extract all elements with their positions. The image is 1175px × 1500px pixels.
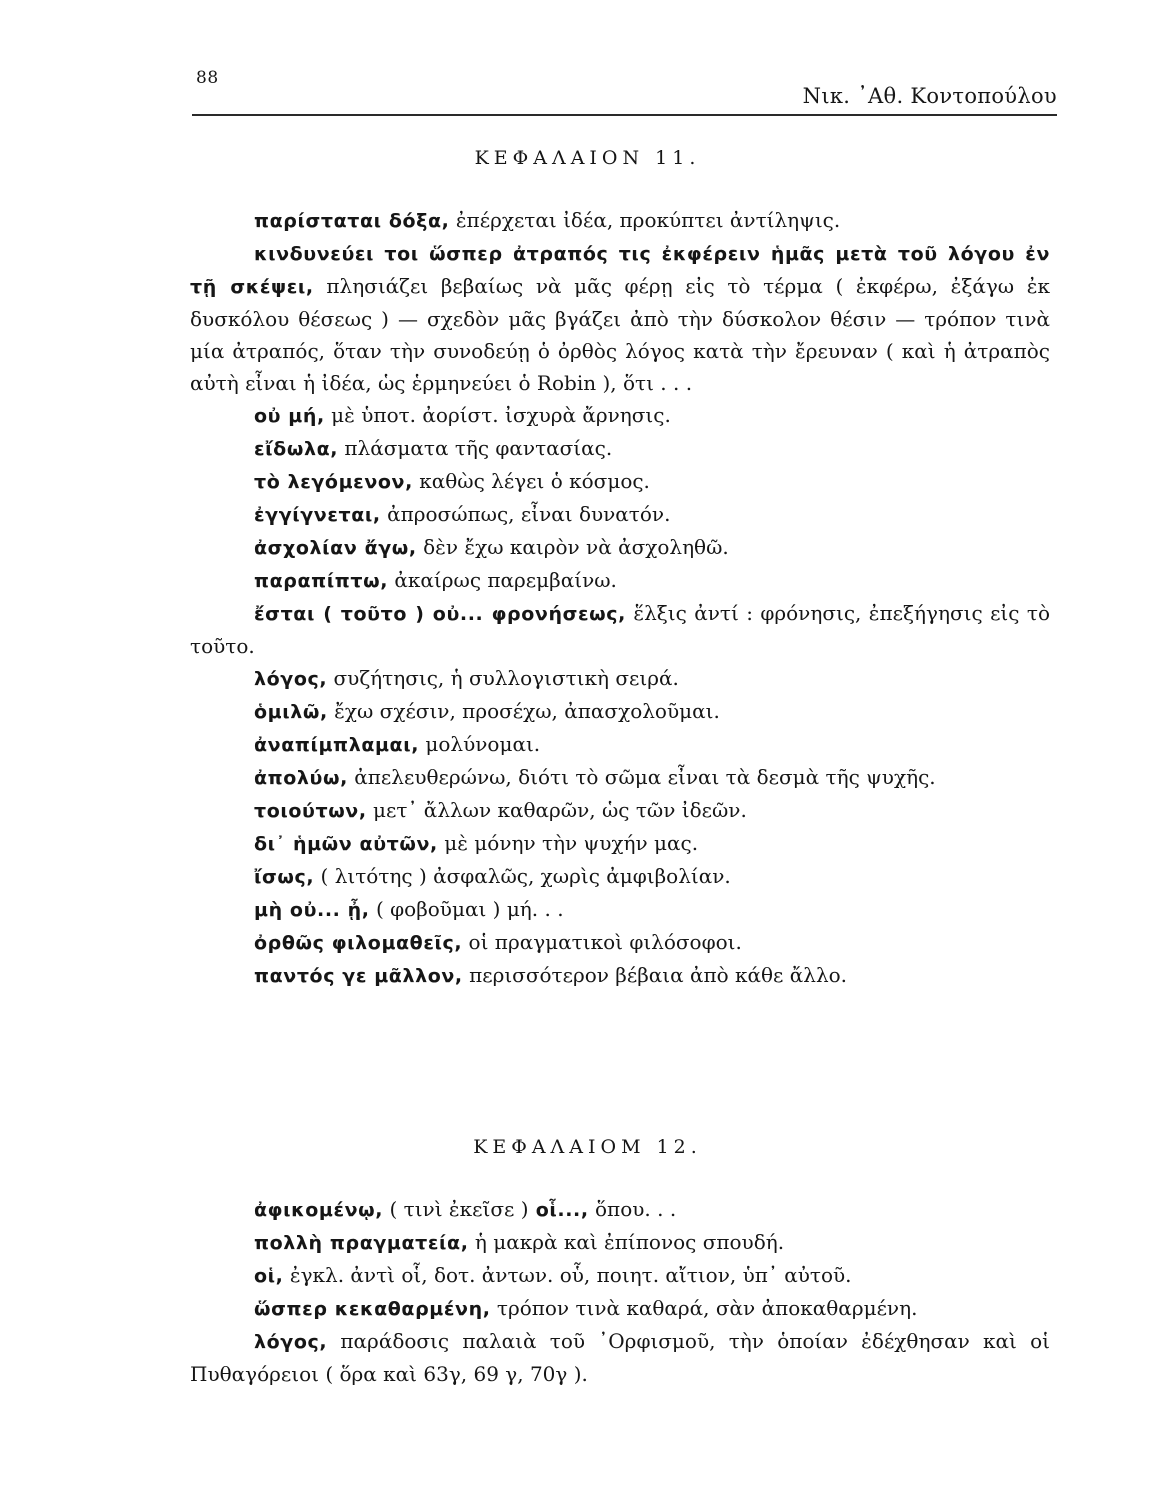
entry-lemma: παρίσταται δόξα, xyxy=(254,210,450,232)
entry-gloss: καθὼς λέγει ὁ κόσμος. xyxy=(412,469,650,493)
entry-lemma: οἷ..., xyxy=(528,1199,589,1221)
glossary-entry xyxy=(190,926,1050,959)
entry-gloss: οἱ πραγματικοὶ φιλόσοφοι. xyxy=(462,930,742,954)
entry-lemma: ἐγγίγνεται, xyxy=(254,504,381,526)
entry-gloss: ὅπου. . . xyxy=(588,1197,677,1221)
entry-lemma: οὐ μή, xyxy=(254,405,325,427)
glossary-entry xyxy=(190,597,1050,662)
glossary-entry xyxy=(190,662,1050,695)
glossary-entry xyxy=(190,1259,1050,1292)
entry-lemma: μὴ οὐ... ᾖ, xyxy=(254,899,370,921)
entry-gloss: ἐγκλ. ἀντὶ οἷ, δοτ. ἀντων. οὗ, ποιητ. αἴτιον, ὑπ᾽ αὐτοῦ. xyxy=(283,1263,852,1287)
entry-gloss: ἐπέρχεται ἰδέα, προκύπτει ἀντίληψις. xyxy=(449,208,841,232)
glossary-entry xyxy=(190,237,1050,399)
entry-lemma: λόγος, xyxy=(254,668,328,690)
entry-gloss: ( λιτότης ) ἀσφαλῶς, χωρὶς ἀμφιβολίαν. xyxy=(314,864,731,888)
entry-lemma: τὸ λεγόμενον, xyxy=(254,471,413,493)
glossary-entry xyxy=(190,1193,1050,1226)
entry-gloss: μολύνομαι. xyxy=(419,732,541,756)
entry-lemma: ὀρθῶς φιλομαθεῖς, xyxy=(254,932,463,954)
glossary-entry xyxy=(190,399,1050,432)
header-rule xyxy=(192,114,1057,116)
entry-gloss: μετ᾽ ἄλλων καθαρῶν, ὡς τῶν ἰδεῶν. xyxy=(366,798,747,822)
glossary-entry xyxy=(190,728,1050,761)
entry-gloss: παράδοσις παλαιὰ τοῦ ᾿Ορφισμοῦ, τὴν ὁποίαν ἐδέχθησαν καὶ οἱ Πυθαγόρειοι ( ὅρα καὶ 63γ, 69 γ, 70γ ). xyxy=(190,1329,1050,1386)
entry-lemma: ὁμιλῶ, xyxy=(254,701,328,723)
entry-gloss: μὲ μόνην τὴν ψυχήν μας. xyxy=(437,831,699,855)
entry-lemma: δι᾽ ἡμῶν αὐτῶν, xyxy=(254,833,438,855)
entry-gloss: μὲ ὑποτ. ἀορίστ. ἰσχυρὰ ἄρνησις. xyxy=(324,403,671,427)
entry-lemma: τοιούτων, xyxy=(254,800,367,822)
glossary-entry xyxy=(190,959,1050,992)
glossary-entry xyxy=(190,564,1050,597)
entry-lemma: λόγος, xyxy=(254,1331,328,1353)
glossary-entry xyxy=(190,465,1050,498)
running-title: Νικ. ᾿Αθ. Κοντοπούλου xyxy=(802,84,1057,108)
entry-lemma: ἀναπίμπλαμαι, xyxy=(254,734,420,756)
glossary-entry xyxy=(190,893,1050,926)
glossary-entry xyxy=(190,204,1050,237)
glossary-entry xyxy=(190,761,1050,794)
glossary-entry xyxy=(190,432,1050,465)
entry-lemma: πολλὴ πραγματεία, xyxy=(254,1232,469,1254)
chapter-12-title: ΚΕΦΑΛΑΙΟΜ 12. xyxy=(473,1136,702,1158)
entry-lemma: εἴδωλα, xyxy=(254,438,339,460)
entry-gloss: ἕλξις ἀντί : φρόνησις, ἐπεξήγησις εἰς τὸ τοῦτο. xyxy=(190,601,1050,658)
glossary-entry xyxy=(190,1292,1050,1325)
entry-gloss: ἀκαίρως παρεμβαίνω. xyxy=(388,568,617,592)
entry-gloss: περισσότερον βέβαια ἀπὸ κάθε ἄλλο. xyxy=(462,963,848,987)
entry-gloss: ( φοβοῦμαι ) μή. . . xyxy=(369,897,564,921)
entry-gloss: ἔχω σχέσιν, προσέχω, ἀπασχολοῦμαι. xyxy=(327,699,720,723)
glossary-entry xyxy=(190,695,1050,728)
glossary-entry xyxy=(190,1325,1050,1390)
entry-lemma: ἴσως, xyxy=(254,866,315,888)
entry-gloss: συζήτησις, ἡ συλλογιστικὴ σειρά. xyxy=(327,666,679,690)
entry-lemma: ἀφικομένῳ, xyxy=(254,1199,384,1221)
entry-lemma: παραπίπτω, xyxy=(254,570,389,592)
chapter-12-glossary xyxy=(190,1193,1050,1390)
chapter-11-title: ΚΕΦΑΛΑΙΟΝ 11. xyxy=(474,147,701,169)
entry-lemma: ὥσπερ κεκαθαρμένη, xyxy=(254,1298,491,1320)
entry-lemma: οἱ, xyxy=(254,1265,284,1287)
glossary-entry xyxy=(190,827,1050,860)
entry-lemma: ἀσχολίαν ἄγω, xyxy=(254,537,417,559)
entry-lemma: ἔσται ( τοῦτο ) οὐ... φρονήσεως, xyxy=(254,603,626,625)
entry-gloss: δὲν ἔχω καιρὸν νὰ ἀσχοληθῶ. xyxy=(416,535,729,559)
entry-lemma: ἀπολύω, xyxy=(254,767,348,789)
glossary-entry xyxy=(190,860,1050,893)
entry-gloss: πλάσματα τῆς φαντασίας. xyxy=(338,436,613,460)
entry-gloss: ( τινὶ ἐκεῖσε ) xyxy=(383,1197,529,1221)
page-number: 88 xyxy=(196,68,219,88)
entry-lemma: κινδυνεύει τοι ὥσπερ ἀτραπός τις ἐκφέρειν ἡμᾶς μετὰ τοῦ λόγου ἐν τῇ σκέψει, xyxy=(190,243,1050,298)
chapter-11-glossary xyxy=(190,204,1050,992)
entry-gloss: ἀπροσώπως, εἶναι δυνατόν. xyxy=(380,502,671,526)
entry-gloss: ἀπελευθερώνω, διότι τὸ σῶμα εἶναι τὰ δεσμὰ τῆς ψυχῆς. xyxy=(347,765,936,789)
entry-lemma: παντός γε μᾶλλον, xyxy=(254,965,463,987)
glossary-entry xyxy=(190,498,1050,531)
entry-gloss: πλησιάζει βεβαίως νὰ μᾶς φέρῃ εἰς τὸ τέρμα ( ἐκφέρω, ἐξάγω ἐκ δυσκόλου θέσεως ) — σχεδὸν μᾶς βγάζει ἀπὸ τὴν δύσκολον θέσιν — τρόπον τινὰ μία ἀτραπός, ὅταν τὴν συνοδεύῃ ὁ ὀρθὸς λόγος κατὰ τὴν ἔρευναν ( καὶ ἡ ἀτραπὸς αὐτὴ εἶναι ἡ ἰδέα, ὡς ἑρμηνεύει ὁ Robin ), ὅτι . . . xyxy=(190,274,1050,395)
entry-gloss: ἡ μακρὰ καὶ ἐπίπονος σπουδή. xyxy=(468,1230,785,1254)
entry-gloss: τρόπον τινὰ καθαρά, σὰν ἀποκαθαρμένη. xyxy=(490,1296,918,1320)
glossary-entry xyxy=(190,531,1050,564)
glossary-entry xyxy=(190,794,1050,827)
glossary-entry xyxy=(190,1226,1050,1259)
